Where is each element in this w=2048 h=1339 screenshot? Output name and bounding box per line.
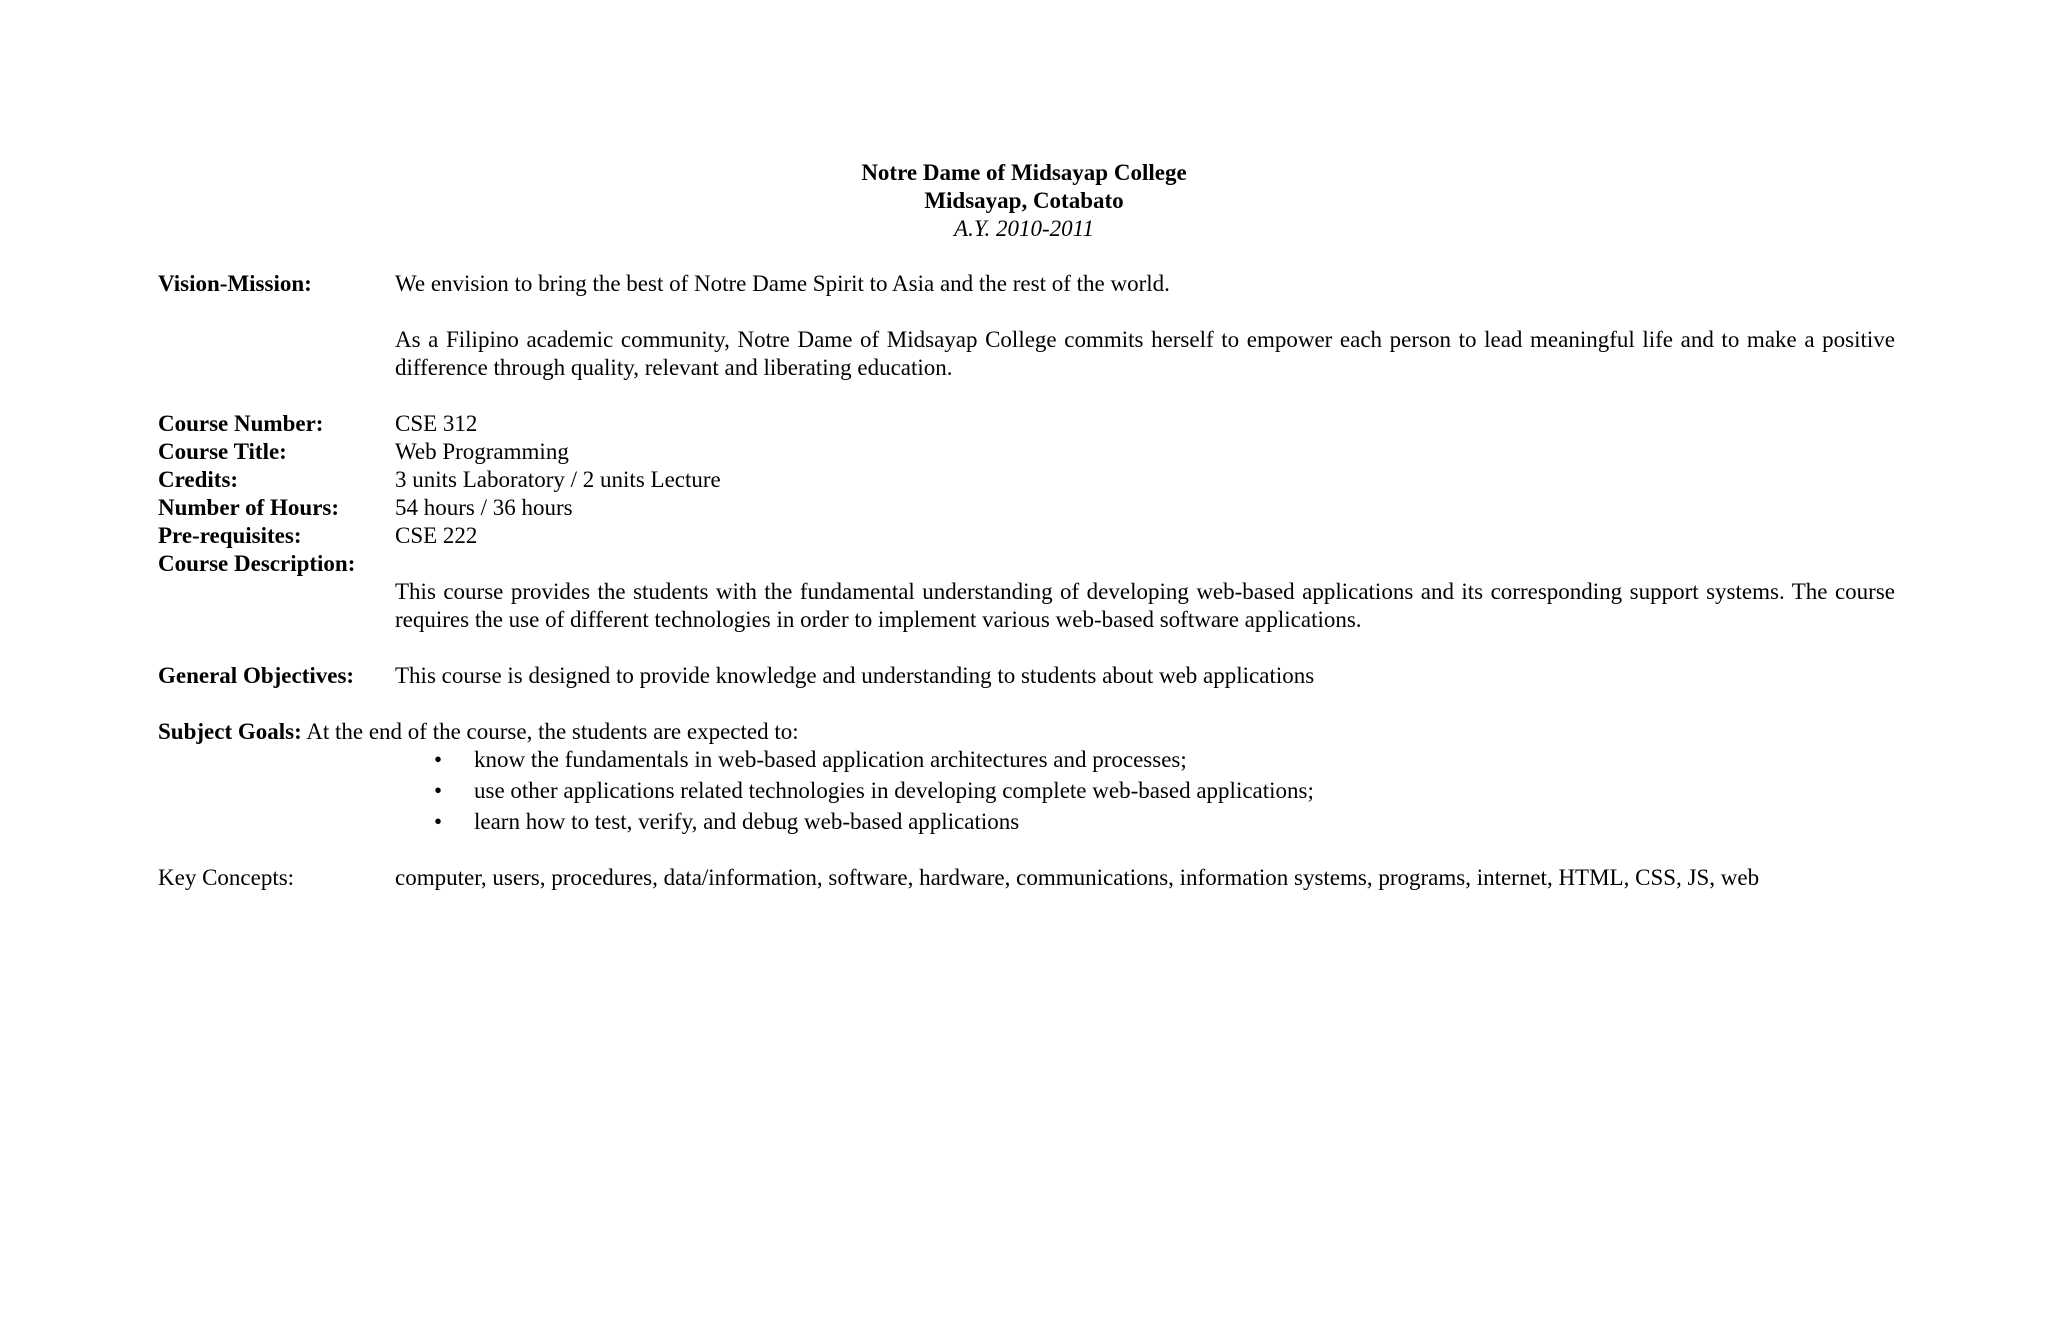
mission-text: As a Filipino academic community, Notre Dame of Midsayap College commits herself to empower each person to lead meaningful life and to make a positive difference through quality, relevant and liberating education. [395, 327, 1895, 380]
general-objectives-label: General Objectives: [158, 663, 355, 688]
course-title-value: Web Programming [395, 439, 569, 464]
goal-text: use other applications related technologies in developing complete web-based applications; [474, 778, 1314, 803]
course-number-label: Course Number: [158, 411, 324, 436]
credits-label: Credits: [158, 467, 239, 492]
subject-goals-label: Subject Goals: [158, 719, 302, 744]
academic-year: A.Y. 2010-2011 [954, 216, 1094, 241]
course-number-value: CSE 312 [395, 411, 478, 436]
credits-value: 3 units Laboratory / 2 units Lecture [395, 467, 721, 492]
list-item [400, 808, 1314, 839]
document-header [0, 159, 2048, 243]
subject-goals-heading [158, 718, 799, 746]
institution-location: Midsayap, Cotabato [924, 188, 1124, 213]
subject-goals-list [400, 746, 1314, 839]
vision-text: We envision to bring the best of Notre Dame Spirit to Asia and the rest of the world. [395, 271, 1170, 296]
goal-text: learn how to test, verify, and debug web-based applications [474, 809, 1020, 834]
bullet-icon: • [434, 778, 443, 803]
prereq-label: Pre-requisites: [158, 523, 302, 548]
course-description-label: Course Description: [158, 551, 356, 576]
bullet-icon: • [434, 747, 443, 772]
hours-value: 54 hours / 36 hours [395, 495, 573, 520]
general-objectives-text: This course is designed to provide knowledge and understanding to students about web applications [395, 663, 1315, 688]
bullet-icon: • [434, 809, 443, 834]
hours-label: Number of Hours: [158, 495, 340, 520]
prereq-value: CSE 222 [395, 523, 478, 548]
list-item [400, 746, 1314, 777]
course-description-text: This course provides the students with the fundamental understanding of developing web-based applications and its corresponding support systems. The course requires the use of different technologies in order to implement various web-based software applications. [395, 579, 1895, 632]
goal-text: know the fundamentals in web-based application architectures and processes; [474, 747, 1187, 772]
course-title-label: Course Title: [158, 439, 287, 464]
institution-name: Notre Dame of Midsayap College [861, 160, 1187, 185]
key-concepts-label: Key Concepts: [158, 865, 295, 890]
subject-goals-intro: At the end of the course, the students are expected to: [306, 719, 799, 744]
vision-mission-label: Vision-Mission: [158, 271, 312, 296]
key-concepts-text: computer, users, procedures, data/information, software, hardware, communications, information systems, programs, internet, HTML, CSS, JS, web [395, 865, 1760, 890]
list-item [400, 777, 1314, 808]
